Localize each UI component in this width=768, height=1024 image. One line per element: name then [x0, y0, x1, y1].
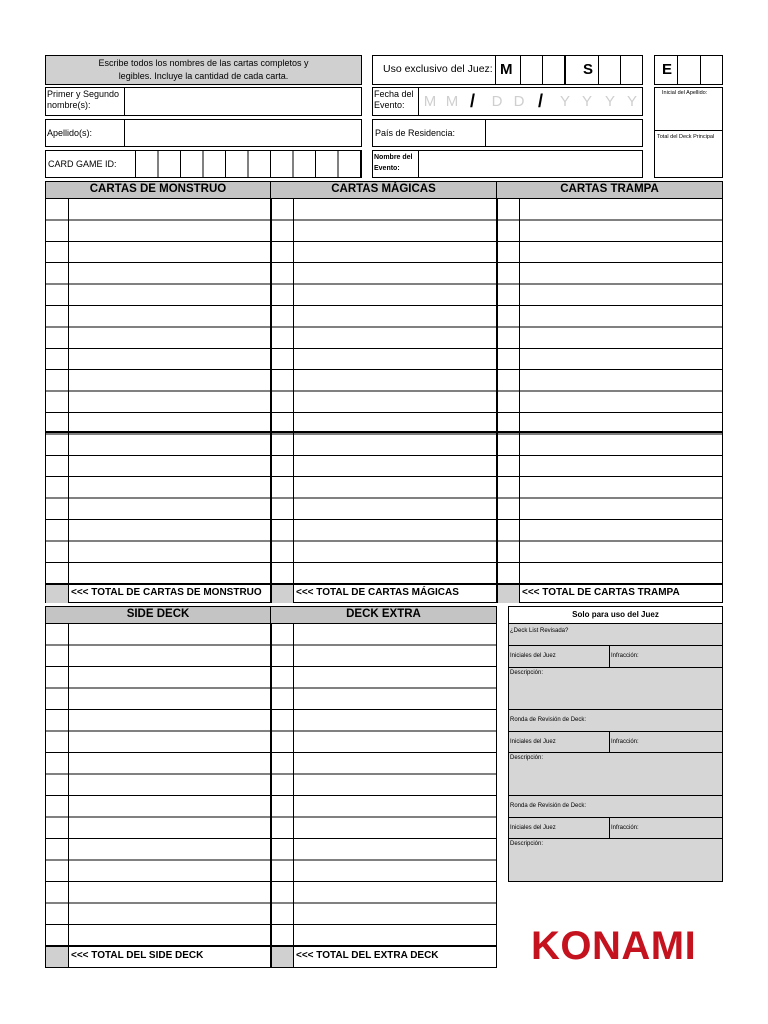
monster-header: CARTAS DE MONSTRUO: [45, 181, 271, 199]
monster-total-qty[interactable]: [46, 585, 68, 603]
side-total-qty[interactable]: [46, 947, 68, 967]
date-m2: M: [445, 93, 459, 110]
side-total-label: <<< TOTAL DEL SIDE DECK: [71, 950, 204, 961]
judge-s-label: S: [583, 61, 594, 78]
description-label-3: Descripción:: [510, 841, 544, 847]
judge-e-box: [654, 55, 723, 85]
event-name-field[interactable]: [372, 150, 643, 178]
description-label-2: Descripción:: [510, 755, 544, 761]
spell-header: CARTAS MÁGICAS: [270, 181, 497, 199]
last-initial-label: Inicial del Apellido:: [662, 90, 708, 96]
description-label-1: Descripción:: [510, 670, 544, 676]
deck-checked-label: ¿Deck List Revisada?: [510, 628, 569, 634]
event-name-label: Nombre del Evento:: [374, 154, 413, 172]
date-y3: Y: [604, 93, 615, 110]
judge-panel-title: Solo para uso del Juez: [509, 607, 722, 624]
infraction-label-3: Infracción:: [611, 825, 639, 831]
date-d1: D: [491, 93, 503, 110]
date-y4: Y: [626, 93, 637, 110]
date-sep-2: /: [538, 91, 544, 111]
review-round-label-3: Ronda de Revisión de Deck:: [510, 803, 587, 809]
judge-initials-row-3[interactable]: [509, 818, 722, 839]
spell-total-qty[interactable]: [272, 585, 293, 603]
last-name-field[interactable]: [45, 119, 362, 147]
judge-totals-box: [654, 87, 723, 178]
extra-total-qty[interactable]: [272, 947, 293, 967]
instructions-line2: legibles. Incluye la cantidad de cada carta.: [118, 71, 289, 81]
instructions-box: [45, 55, 362, 85]
description-row-1[interactable]: [509, 668, 722, 710]
judge-initials-label-2: Iniciales del Juez: [510, 739, 556, 745]
first-name-label: Primer y Segundo nombre(s):: [47, 89, 120, 110]
review-round-row-3[interactable]: [509, 796, 722, 818]
side-extra-grid[interactable]: [45, 623, 497, 968]
main-deck-grid[interactable]: [45, 198, 723, 603]
description-row-3[interactable]: [509, 839, 722, 881]
deck-checked-row[interactable]: [509, 624, 722, 646]
first-name-field[interactable]: [45, 87, 362, 116]
judge-exclusive-label: Uso exclusivo del Juez:: [383, 63, 493, 75]
judge-initials-row-2[interactable]: [509, 732, 722, 753]
date-y2: Y: [581, 93, 592, 110]
infraction-label-2: Infracción:: [611, 739, 639, 745]
country-label: País de Residencia:: [375, 128, 456, 138]
card-game-id-label: CARD GAME ID:: [48, 159, 117, 169]
date-sep-1: /: [470, 91, 476, 111]
trap-header: CARTAS TRAMPA: [496, 181, 723, 199]
judge-m-label: M: [500, 61, 513, 78]
review-round-label-2: Ronda de Revisión de Deck:: [510, 717, 587, 723]
extra-total-label: <<< TOTAL DEL EXTRA DECK: [296, 950, 439, 961]
trap-total-qty[interactable]: [498, 585, 519, 603]
judge-initials-row-1[interactable]: [509, 646, 722, 668]
date-d2: D: [513, 93, 525, 110]
spell-total-label: <<< TOTAL DE CARTAS MÁGICAS: [296, 587, 459, 598]
date-m1: M: [423, 93, 437, 110]
review-round-row-2[interactable]: [509, 710, 722, 732]
judge-panel: [508, 606, 723, 882]
event-date-label: Fecha del Evento:: [374, 89, 414, 110]
judge-e-label: E: [662, 61, 673, 78]
monster-total-label: <<< TOTAL DE CARTAS DE MONSTRUO: [71, 587, 262, 598]
card-game-id-field[interactable]: [45, 150, 362, 178]
judge-initials-label-3: Iniciales del Juez: [510, 825, 556, 831]
main-deck-total-label: Total del Deck Principal: [657, 134, 715, 140]
side-deck-header: SIDE DECK: [45, 606, 271, 624]
konami-logo: KONAMI: [531, 924, 697, 968]
instructions-line1: Escribe todos los nombres de las cartas completos y: [98, 58, 309, 68]
event-date-field[interactable]: [372, 87, 643, 116]
last-name-label: Apellido(s):: [47, 128, 93, 138]
date-y1: Y: [559, 93, 570, 110]
description-row-2[interactable]: [509, 753, 722, 796]
main-deck-rows: [46, 199, 722, 584]
card-game-id-cells: [135, 151, 361, 177]
judge-exclusive-box: [372, 55, 643, 85]
extra-deck-header: DECK EXTRA: [270, 606, 497, 624]
infraction-label-1: Infracción:: [611, 653, 639, 659]
trap-total-label: <<< TOTAL DE CARTAS TRAMPA: [522, 587, 680, 598]
judge-initials-label-1: Iniciales del Juez: [510, 653, 556, 659]
country-field[interactable]: [372, 119, 643, 147]
